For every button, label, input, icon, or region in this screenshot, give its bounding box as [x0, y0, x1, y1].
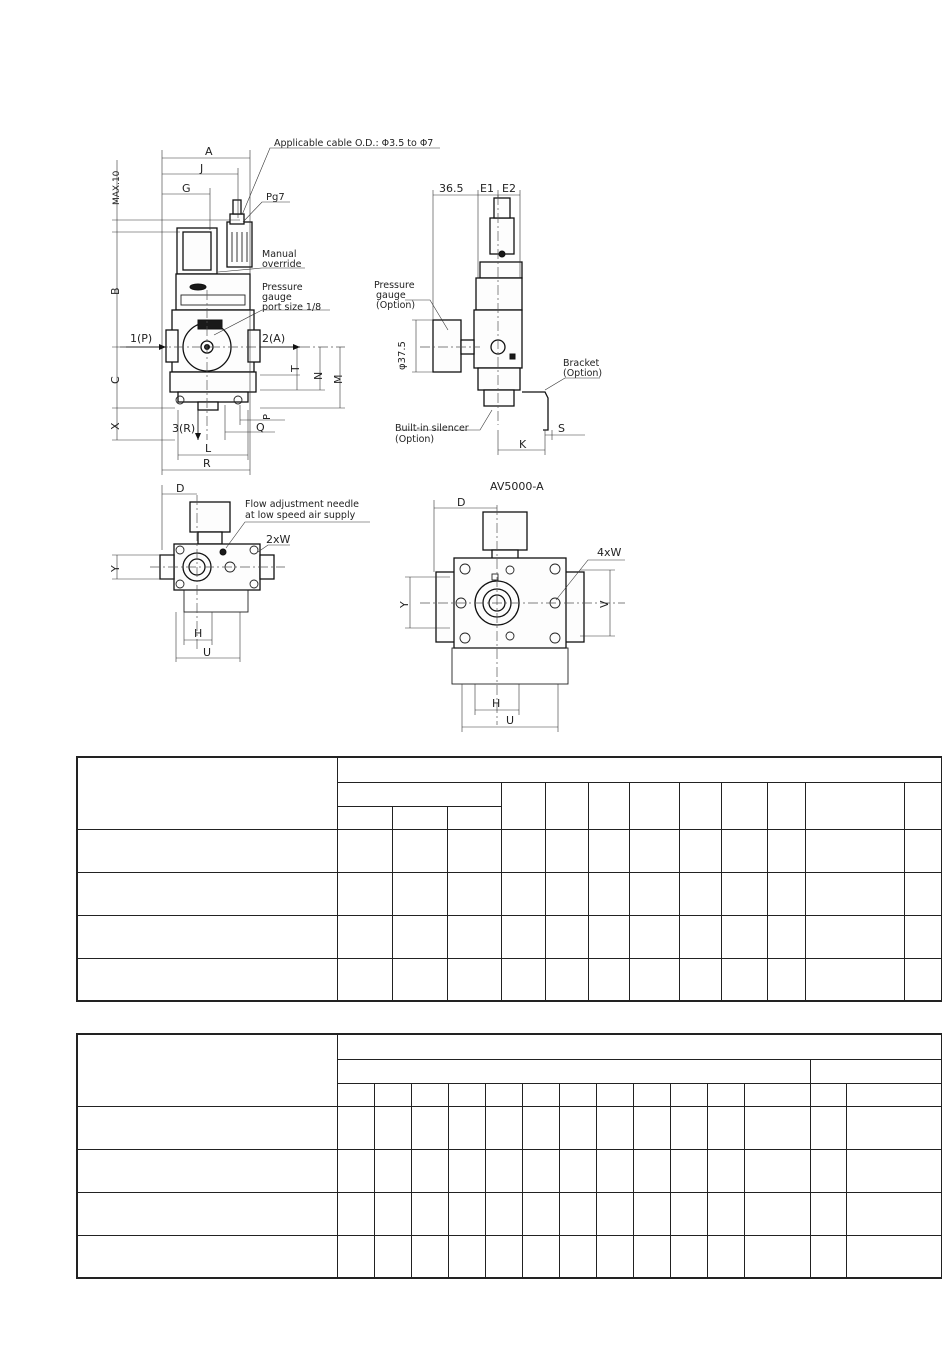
table2-header-cell	[411, 1083, 448, 1106]
callout-4xw: 4xW	[597, 546, 622, 559]
dim-x: X	[109, 422, 122, 430]
port-1p-label: 1(P)	[130, 332, 153, 345]
table1-header-cell	[588, 782, 629, 829]
table2-header-cell	[374, 1083, 411, 1106]
callout-bracket-1: Bracket	[563, 358, 600, 369]
av5000a-label: AV5000-A	[490, 480, 544, 493]
callout-pg-option-2: gauge	[376, 290, 406, 301]
dim-u-left: U	[203, 646, 212, 659]
callout-silencer-1: Built-in silencer	[395, 423, 469, 434]
dim-y-right: Y	[398, 601, 411, 608]
dim-d-right: D	[457, 496, 466, 509]
table1-header-cell	[629, 782, 679, 829]
dim-v-right: V	[598, 600, 611, 608]
dim-l: L	[205, 442, 212, 455]
table-row	[77, 958, 941, 1001]
callout-manual-1: Manual	[262, 249, 297, 260]
table2-header-cell	[744, 1083, 810, 1106]
table2-header-model	[77, 1034, 337, 1106]
table-row	[77, 915, 941, 958]
dim-d-left: D	[176, 482, 185, 495]
callout-silencer-2: (Option)	[395, 434, 435, 445]
table-row	[77, 829, 941, 872]
dim-a: A	[205, 145, 213, 158]
callout-gauge-port-3: port size 1/8	[262, 302, 322, 313]
dim-m: M	[332, 374, 345, 384]
table2-header-group	[337, 1034, 941, 1059]
dim-36-5: 36.5	[439, 182, 464, 195]
dim-h-right: H	[492, 697, 501, 710]
table1-header-cell	[392, 806, 447, 829]
table2-header-cell	[485, 1083, 522, 1106]
callout-flow-2: at low speed air supply	[245, 510, 356, 521]
dim-e1: E1	[480, 182, 494, 195]
table1-header-model	[77, 757, 337, 829]
table2-header-cell	[810, 1083, 846, 1106]
bottom-view	[109, 482, 370, 662]
table1-header-cell	[904, 782, 941, 829]
dim-t: T	[289, 365, 302, 372]
table1-header-cell	[337, 806, 392, 829]
dim-max10: MAX.10	[112, 170, 122, 205]
table-row	[77, 1149, 941, 1192]
dim-h-left: H	[194, 627, 203, 640]
table2-header-cell	[633, 1083, 670, 1106]
dim-r: R	[203, 457, 211, 470]
table2-header-cell	[559, 1083, 596, 1106]
table-row	[77, 1106, 941, 1149]
av5000a-view	[398, 480, 625, 732]
table-row	[77, 1192, 941, 1235]
table1-header-cell	[679, 782, 721, 829]
table2-header-cell	[337, 1083, 374, 1106]
table2-header-cell	[448, 1083, 485, 1106]
callout-gauge-port-1: Pressure	[262, 282, 303, 293]
callout-flow-1: Flow adjustment needle	[245, 499, 359, 510]
dim-s: S	[558, 422, 565, 435]
dim-k: K	[519, 438, 527, 451]
callout-pg7: Pg7	[266, 192, 285, 203]
callout-manual-2: override	[262, 259, 302, 270]
dimension-table-2	[76, 1033, 942, 1279]
callout-pg-option-3: (Option)	[376, 300, 416, 311]
table1-header-cell	[767, 782, 805, 829]
dim-j: J	[200, 162, 204, 175]
port-2a-label: 2(A)	[262, 332, 286, 345]
dim-e2: E2	[502, 182, 516, 195]
table1-header-cell	[805, 782, 904, 829]
dim-p: P	[262, 413, 273, 420]
dim-b: B	[109, 287, 122, 295]
callout-pg-option-1: Pressure	[374, 280, 415, 291]
dim-g: G	[182, 182, 191, 195]
dim-c: C	[109, 376, 122, 384]
table1-header-cell	[501, 782, 545, 829]
table1-header-cell	[545, 782, 588, 829]
dim-dia-37-5: φ37.5	[397, 341, 408, 370]
table2-header-cell	[522, 1083, 559, 1106]
dim-n: N	[312, 371, 325, 380]
dim-q: Q	[256, 421, 265, 434]
table2-header-cell	[707, 1083, 744, 1106]
table2-header-cell	[670, 1083, 707, 1106]
dimension-table-1	[76, 756, 942, 1002]
table1-header-group	[337, 757, 941, 782]
table2-header-cell	[846, 1083, 941, 1106]
callout-bracket-2: (Option)	[563, 368, 603, 379]
side-view	[374, 182, 602, 455]
table2-subheader	[337, 1059, 810, 1083]
table-row	[77, 1235, 941, 1278]
table2-subheader	[810, 1059, 941, 1083]
callout-cable: Applicable cable O.D.: Φ3.5 to Φ7	[274, 138, 434, 149]
table1-header-cell	[447, 806, 501, 829]
table1-header-cell	[721, 782, 767, 829]
dim-y-left: Y	[109, 565, 122, 572]
table2-header-cell	[596, 1083, 633, 1106]
callout-gauge-port-2: gauge	[262, 292, 292, 303]
port-3r-label: 3(R)	[172, 422, 196, 435]
table1-subheader	[337, 782, 501, 806]
dim-u-right: U	[506, 714, 515, 727]
callout-2xw: 2xW	[266, 533, 291, 546]
table-row	[77, 872, 941, 915]
